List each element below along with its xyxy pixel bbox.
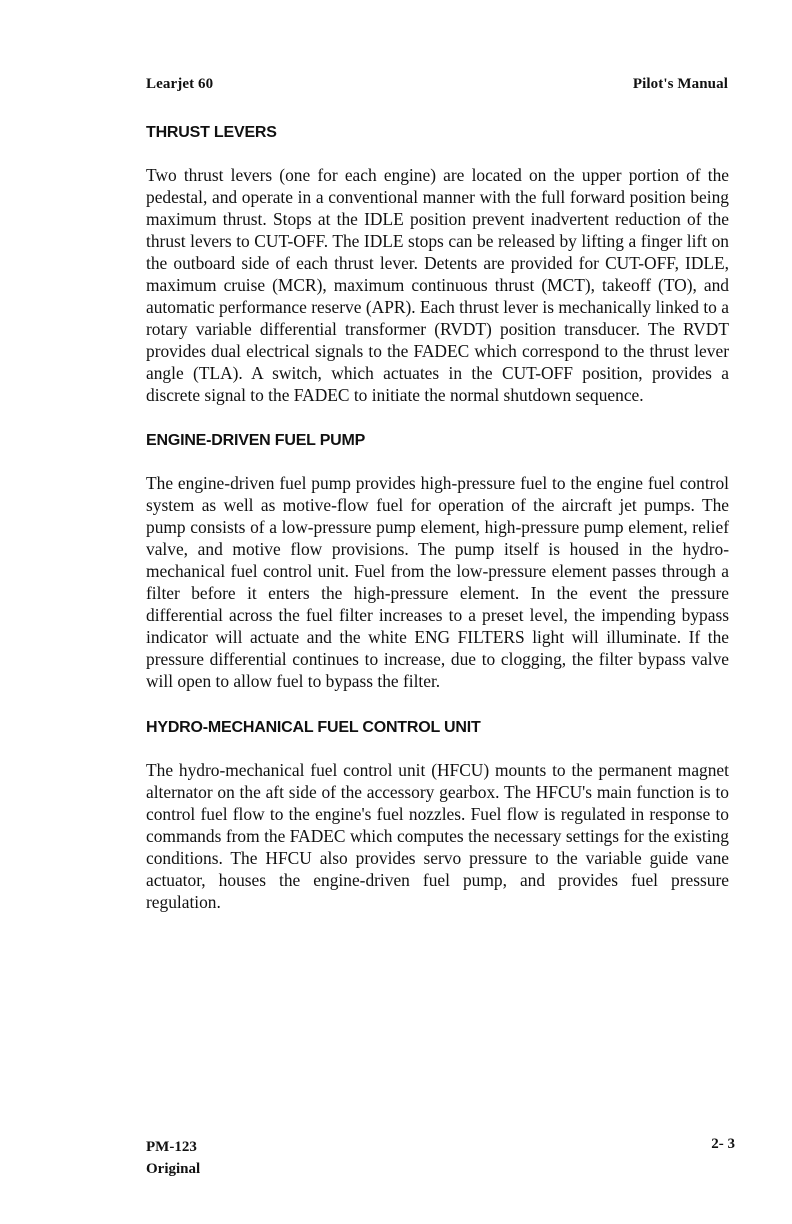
section-heading: THRUST LEVERS: [146, 124, 277, 141]
running-header: [146, 76, 728, 93]
section-heading: HYDRO-MECHANICAL FUEL CONTROL UNIT: [146, 719, 481, 736]
section-paragraph: The engine-driven fuel pump provides high-pressure fuel to the engine fuel control system as well as motive-flow fuel for operation of the aircraft jet pumps. The pump consists of a low-pressure pump element, high-pressure pump element, relief valve, and motive flow provisions. The pump itself is housed in the hydro-mechanical fuel control unit. Fuel from the low-pressure element passes through a filter before it enters the high-pressure element. In the event the pressure differential across the fuel filter increases to a preset level, the impending bypass indicator will actuate and the white ENG FILTERS light will illuminate. If the pressure differential continues to increase, due to clogging, the filter bypass valve will open to allow fuel to bypass the filter.: [146, 473, 729, 691]
header-manual-title: Pilot's Manual: [632, 76, 728, 92]
section-paragraph: The hydro-mechanical fuel control unit (HFCU) mounts to the permanent magnet alternator on the aft side of the accessory gearbox. The HFCU's main function is to control fuel flow to the engine's fuel nozzles. Fuel flow is regulated in response to commands from the FADEC which computes the necessary settings for the existing conditions. The HFCU also provides servo pressure to the variable guide vane actuator, houses the engine-driven fuel pump, and provides fuel pressure regulation.: [146, 760, 729, 912]
footer-document-info: [146, 1136, 200, 1180]
footer-page-number: 2- 3: [711, 1136, 735, 1152]
footer-doc-number: PM-123: [146, 1139, 197, 1155]
footer-revision: Original: [146, 1161, 201, 1177]
header-aircraft-title: Learjet 60: [146, 76, 214, 92]
section-heading: ENGINE-DRIVEN FUEL PUMP: [146, 432, 366, 449]
section-hydro-mechanical-fuel-control-unit: [146, 719, 729, 913]
section-engine-driven-fuel-pump: [146, 432, 729, 692]
page-content: [146, 124, 729, 913]
section-thrust-levers: [146, 124, 729, 406]
section-paragraph: Two thrust levers (one for each engine) are located on the upper portion of the pedestal, and operate in a conventional manner with the full forward position being maximum thrust. Stops at the IDLE position prevent inadvertent reduction of the thrust levers to CUT-OFF. The IDLE stops can be released by lifting a finger lift on the outboard side of each thrust lever. Detents are provided for CUT-OFF, IDLE, maximum cruise (MCR), maximum continuous thrust (MCT), takeoff (TO), and automatic performance reserve (APR). Each thrust lever is mechanically linked to a rotary variable differential transformer (RVDT) position transducer. The RVDT provides dual electrical signals to the FADEC which correspond to the thrust lever angle (TLA). A switch, which actuates in the CUT-OFF position, provides a discrete signal to the FADEC to initiate the normal shutdown sequence.: [146, 165, 729, 405]
